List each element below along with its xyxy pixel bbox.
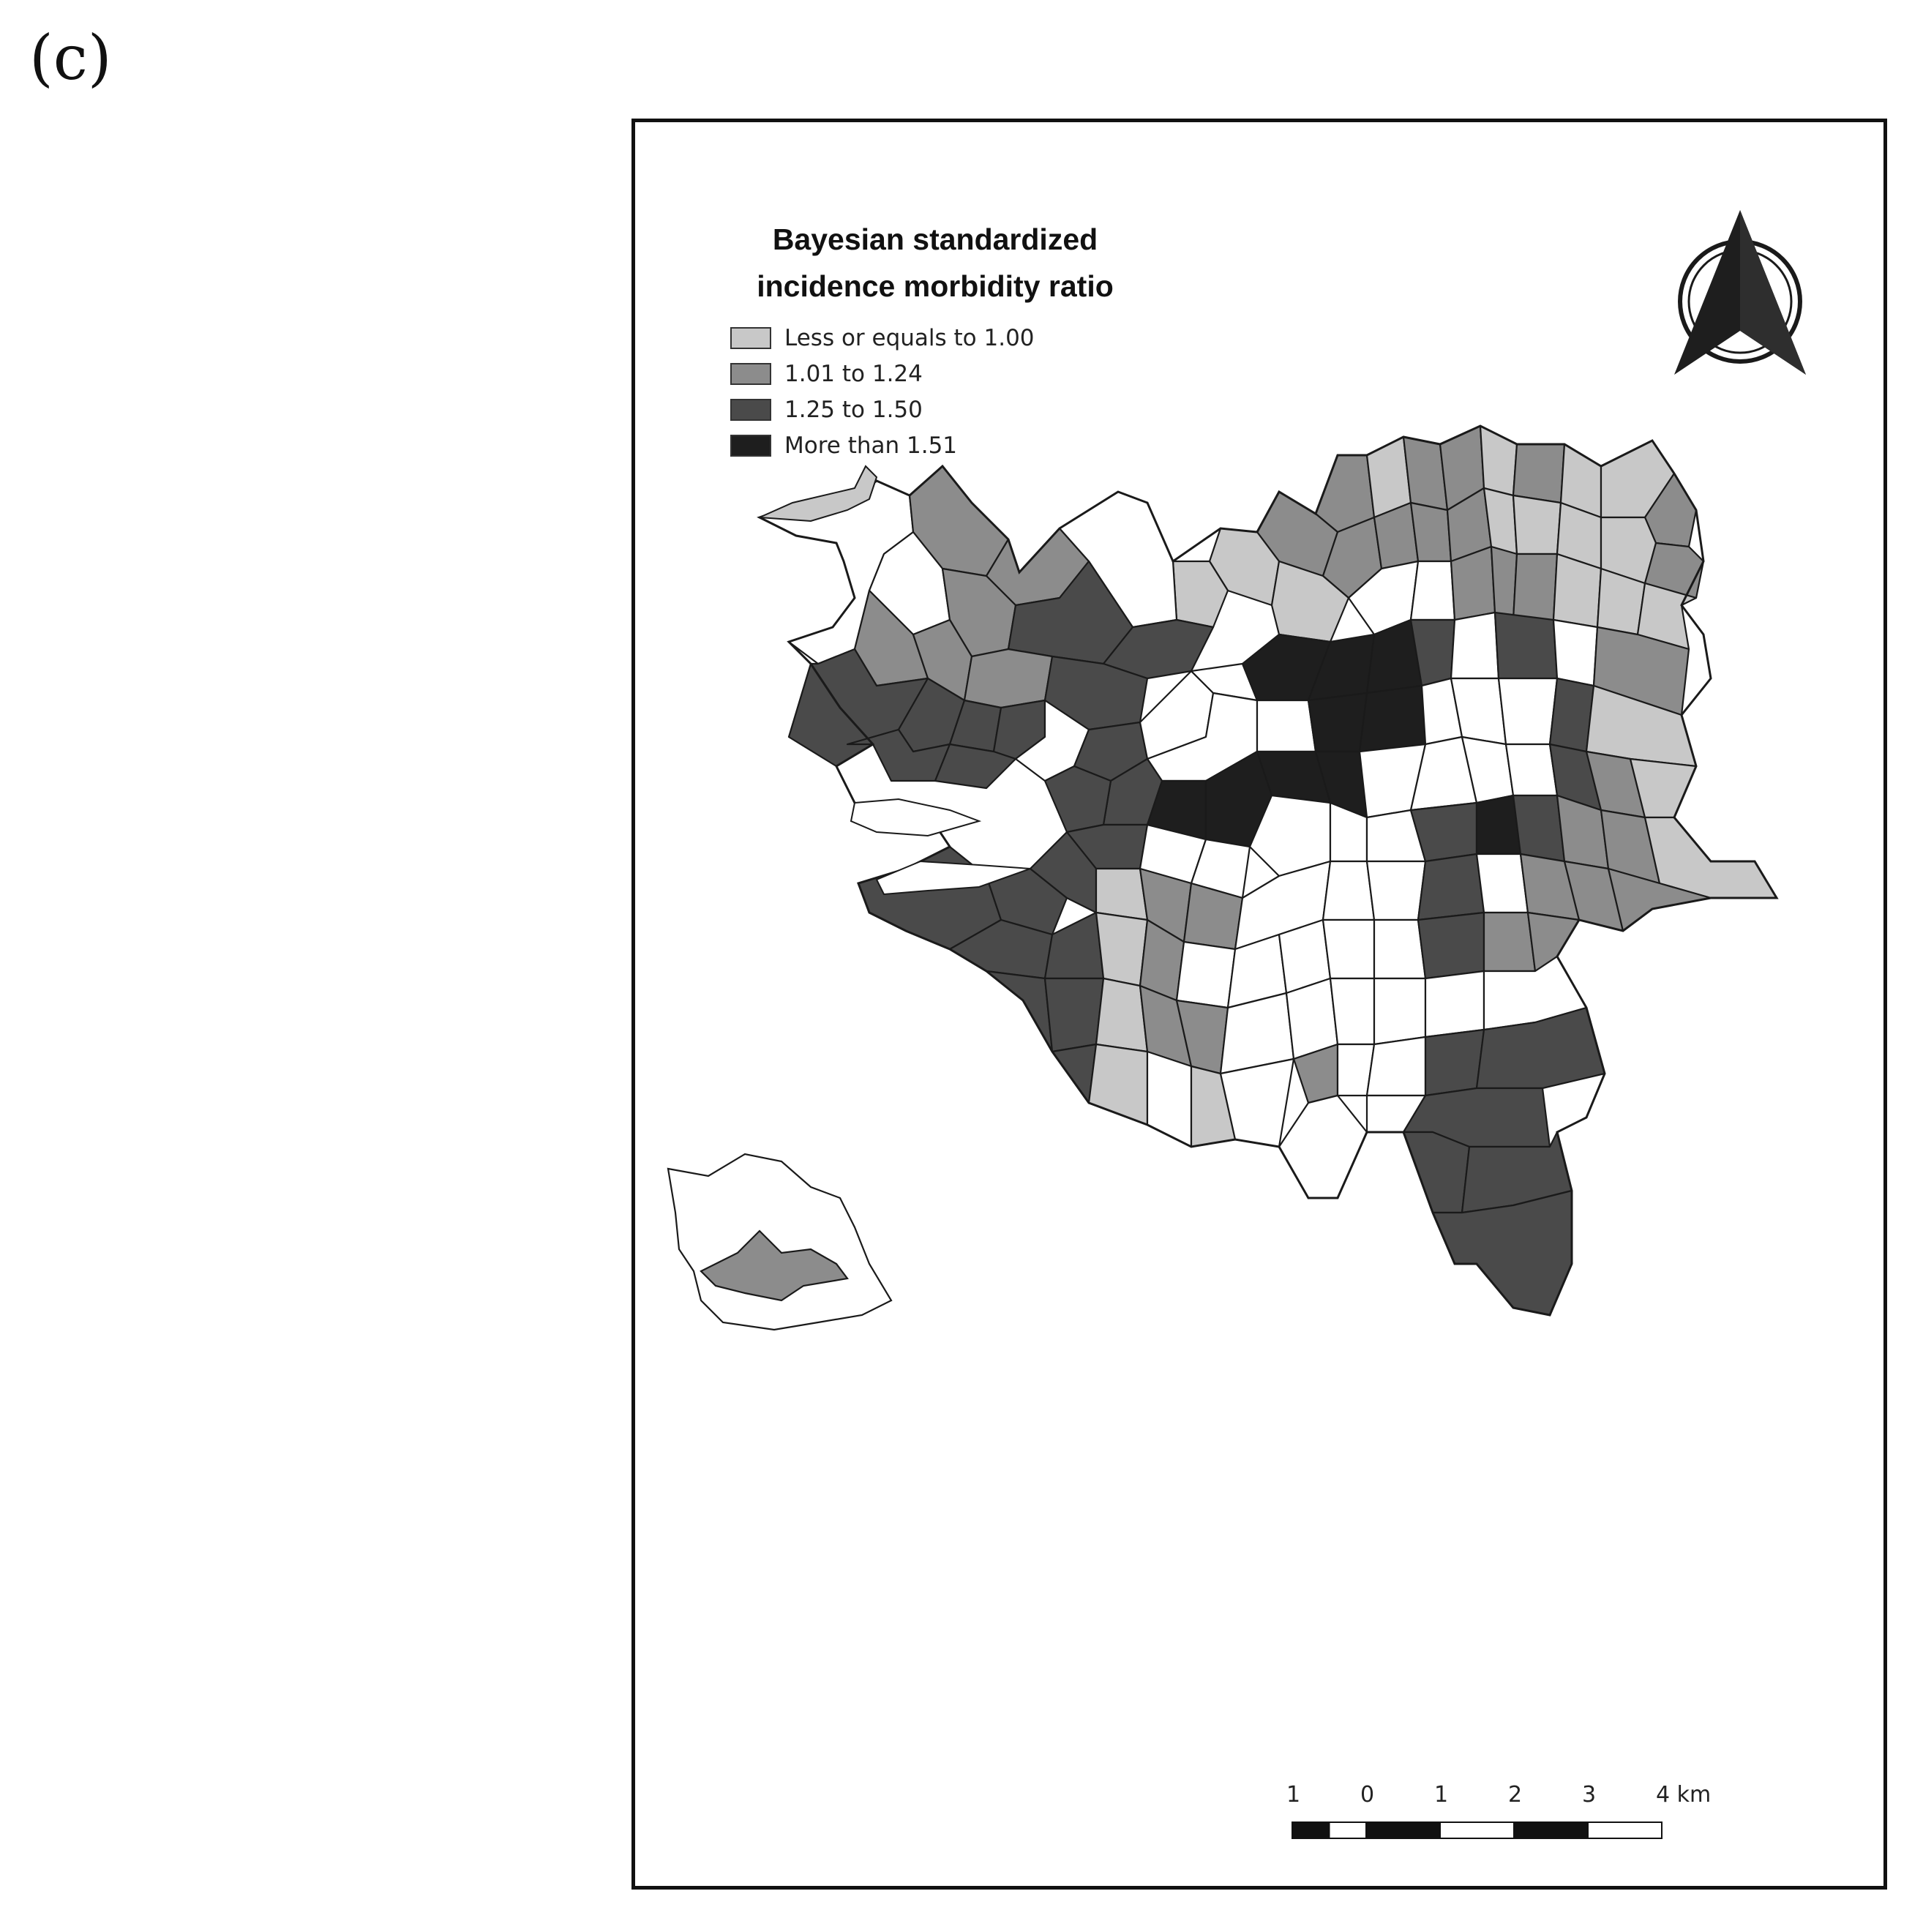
scale-tick-label: 2 [1508,1782,1523,1808]
map-region [1553,620,1597,686]
map-region [1367,861,1425,920]
legend-item [730,356,1140,392]
map-region [1257,700,1316,752]
scale-bar [1279,1772,1762,1853]
map-region [1513,795,1564,861]
map-region [1279,1096,1367,1198]
map-region [1411,503,1451,561]
map-region [1425,1030,1484,1096]
map-region [1323,861,1374,920]
map-region [1506,744,1557,795]
map-region [1330,978,1374,1044]
map-region [1425,971,1484,1037]
map-region [1418,854,1484,920]
map-region [1374,920,1425,978]
legend-label: 1.01 to 1.24 [784,360,923,387]
legend-swatch [730,399,771,421]
legend-swatch [730,363,771,385]
map-region [1418,913,1484,978]
legend-item [730,427,1140,463]
scale-tick-label: 1 [1434,1782,1449,1808]
scale-tick-label: 4 km [1656,1782,1712,1808]
map-region [1451,613,1499,678]
map-region [1360,686,1425,752]
legend-item [730,320,1140,356]
legend-item [730,392,1140,427]
scale-segment [1292,1822,1330,1838]
map-region [1477,854,1528,913]
map-region [1411,561,1455,620]
map-region [1374,978,1425,1044]
map-region [1367,1037,1425,1096]
map-region [1045,766,1111,832]
scale-segment [1514,1822,1588,1838]
map-region [1484,913,1535,971]
map-region [1513,554,1557,620]
legend-title [730,216,1140,310]
north-arrow-icon [1667,203,1813,386]
legend-swatch [730,435,771,457]
map-region [1177,942,1235,1008]
map-region [1480,426,1517,495]
scale-segment [1366,1822,1440,1838]
map-region [1147,1052,1191,1147]
scale-tick-label: 3 [1582,1782,1597,1808]
map-region [1513,444,1564,503]
legend-label: More than 1.51 [784,432,958,459]
map-region [1096,869,1147,920]
legend-title-line2: incidence morbidity ratio [757,269,1114,303]
map-region [1513,495,1561,554]
island-group [668,1154,891,1330]
scale-segment [1330,1822,1367,1838]
map-region [1096,913,1147,986]
panel-label: (c) [29,22,112,94]
legend-label: Less or equals to 1.00 [784,324,1035,351]
legend-swatch [730,327,771,349]
scale-tick-label: 0 [1360,1782,1375,1808]
legend [730,216,1140,463]
map-region [964,649,1052,708]
scale-tick-label: 1 [1286,1782,1301,1808]
map-region [1045,978,1103,1052]
map-region [1308,693,1367,752]
map-region [1495,613,1557,678]
map-region [1403,1132,1469,1213]
map-region [986,971,1052,1052]
map-frame [631,119,1887,1890]
legend-label: 1.25 to 1.50 [784,396,923,423]
legend-items [730,320,1140,463]
map-region [1499,678,1557,744]
legend-title-line1: Bayesian standardized [772,222,1098,256]
scale-segment [1440,1822,1514,1838]
map-region [1323,920,1374,978]
scale-segment [1588,1822,1662,1838]
